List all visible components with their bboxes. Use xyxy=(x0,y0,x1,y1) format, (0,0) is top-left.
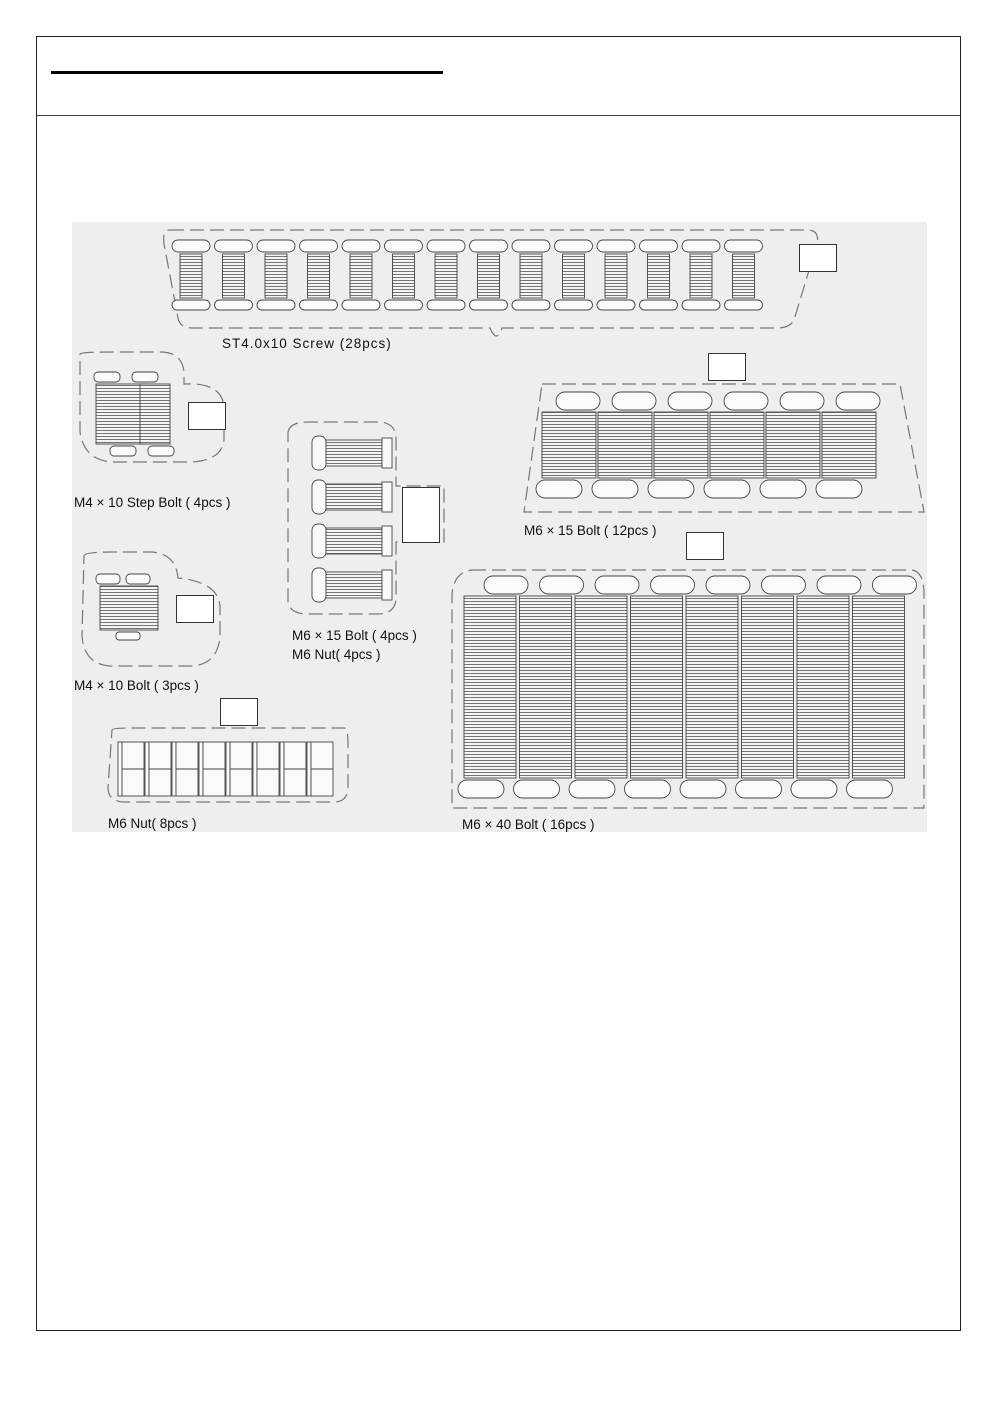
m615-head xyxy=(668,392,712,410)
st4-screw-head xyxy=(555,300,593,310)
m615-shank xyxy=(542,412,596,478)
st4-screw-head xyxy=(300,240,338,252)
m615-shank xyxy=(654,412,708,478)
st4-screw-shank xyxy=(605,254,627,298)
st4-screw-head xyxy=(342,300,380,310)
nut-face xyxy=(199,742,203,796)
st4-screw-head xyxy=(640,300,678,310)
m615-head xyxy=(648,480,694,498)
st4-screw-head xyxy=(597,240,635,252)
st4-tag xyxy=(799,244,837,272)
st4-screw-shank xyxy=(648,254,670,298)
m6x15-set-nut-label: M6 Nut( 4pcs ) xyxy=(292,647,381,662)
m640-head xyxy=(680,780,726,798)
m640-shank xyxy=(575,596,627,778)
m640-shank xyxy=(520,596,572,778)
m640-shank xyxy=(464,596,516,778)
st4-screw-shank xyxy=(435,254,457,298)
m640-shank xyxy=(631,596,683,778)
st4-screw-head xyxy=(512,240,550,252)
m640-shank xyxy=(686,596,738,778)
set-nut xyxy=(382,482,392,512)
set-nut xyxy=(382,526,392,556)
set-bolt-shank xyxy=(326,440,382,466)
nut-face xyxy=(253,742,257,796)
st4-screw-head xyxy=(725,240,763,252)
st4-screw-head xyxy=(385,240,423,252)
st4-screw-head xyxy=(725,300,763,310)
m615-head xyxy=(760,480,806,498)
st4-screw-shank xyxy=(308,254,330,298)
nut-face xyxy=(307,742,311,796)
set-bolt-shank xyxy=(326,572,382,598)
st4-screw-shank xyxy=(393,254,415,298)
st4-screw-shank xyxy=(350,254,372,298)
st4-screw-head xyxy=(215,300,253,310)
set-bolt-head xyxy=(312,524,326,558)
hardware-pack-illustration xyxy=(72,222,927,832)
m640-head xyxy=(706,576,750,594)
m6x15-set-bolt-label: M6 × 15 Bolt ( 4pcs ) xyxy=(292,628,417,643)
m640-head xyxy=(791,780,837,798)
m615-head xyxy=(816,480,862,498)
m615-head xyxy=(556,392,600,410)
st4-screws-group xyxy=(172,240,763,310)
nut-face xyxy=(118,742,122,796)
m615-head xyxy=(536,480,582,498)
st4-screw-head xyxy=(257,240,295,252)
m6x15-12-bolts xyxy=(536,392,880,498)
m640-head xyxy=(484,576,528,594)
set-nut xyxy=(382,438,392,468)
m6x40-bolts xyxy=(458,576,917,798)
m640-shank xyxy=(797,596,849,778)
st4-screw-head xyxy=(427,300,465,310)
title-underline xyxy=(51,71,443,74)
m615-head xyxy=(780,392,824,410)
set-bolt-shank xyxy=(326,528,382,554)
st4-screw-head xyxy=(172,300,210,310)
st4-screw-shank xyxy=(563,254,585,298)
m640-head xyxy=(458,780,504,798)
set-bolt-shank xyxy=(326,484,382,510)
m640-head xyxy=(595,576,639,594)
m640-head xyxy=(625,780,671,798)
m640-head xyxy=(817,576,861,594)
set-bolt-head xyxy=(312,436,326,470)
m6x15-12-label: M6 × 15 Bolt ( 12pcs ) xyxy=(524,523,657,538)
st4-screw-head xyxy=(172,240,210,252)
st4-screw-head xyxy=(427,240,465,252)
st4-screw-head xyxy=(597,300,635,310)
m615-shank xyxy=(822,412,876,478)
st4-screw-head xyxy=(682,300,720,310)
header-band xyxy=(37,37,960,116)
m4-bolts xyxy=(96,574,158,640)
nut-face xyxy=(172,742,176,796)
m6-nut-label: M6 Nut( 8pcs ) xyxy=(108,816,197,831)
st4-screw-shank xyxy=(520,254,542,298)
st4-screw-head xyxy=(555,240,593,252)
m4-step-bolts xyxy=(94,372,174,456)
m4-bolt-tag xyxy=(176,595,214,623)
m640-head xyxy=(736,780,782,798)
m640-shank xyxy=(742,596,794,778)
hardware-drawing xyxy=(72,222,927,832)
st4-screw-label: ST4.0x10 Screw (28pcs) xyxy=(222,336,392,351)
nut-face xyxy=(280,742,284,796)
set-bolt-head xyxy=(312,568,326,602)
set-bolt-head xyxy=(312,480,326,514)
m6x15-12-tag xyxy=(708,353,746,381)
st4-screw-head xyxy=(215,240,253,252)
st4-screw-head xyxy=(342,240,380,252)
st4-screw-head xyxy=(385,300,423,310)
m615-head xyxy=(704,480,750,498)
m6-nut-tag xyxy=(220,698,258,726)
m640-head xyxy=(847,780,893,798)
m640-head xyxy=(569,780,615,798)
m6x15-set-bolts xyxy=(312,436,392,602)
m615-shank xyxy=(710,412,764,478)
st4-screw-head xyxy=(470,300,508,310)
st4-screw-head xyxy=(257,300,295,310)
m6x15-set-tag xyxy=(402,487,440,543)
m640-head xyxy=(514,780,560,798)
nut-face xyxy=(226,742,230,796)
m640-head xyxy=(762,576,806,594)
st4-screw-shank xyxy=(478,254,500,298)
m4-step-tag xyxy=(188,402,226,430)
m640-head xyxy=(873,576,917,594)
m615-head xyxy=(836,392,880,410)
m615-head xyxy=(612,392,656,410)
st4-screw-head xyxy=(470,240,508,252)
m640-shank xyxy=(853,596,905,778)
m6x40-tag xyxy=(686,532,724,560)
st4-screw-head xyxy=(512,300,550,310)
st4-screw-shank xyxy=(690,254,712,298)
m640-head xyxy=(540,576,584,594)
set-nut xyxy=(382,570,392,600)
st4-screw-shank xyxy=(733,254,755,298)
m4-step-bolt-label: M4 × 10 Step Bolt ( 4pcs ) xyxy=(74,495,231,510)
st4-screw-head xyxy=(682,240,720,252)
m615-head xyxy=(724,392,768,410)
st4-screw-shank xyxy=(180,254,202,298)
m615-head xyxy=(592,480,638,498)
m6-nuts xyxy=(118,742,333,796)
st4-screw-shank xyxy=(223,254,245,298)
st4-screw-head xyxy=(300,300,338,310)
st4-screw-shank xyxy=(265,254,287,298)
st4-screw-head xyxy=(640,240,678,252)
m640-head xyxy=(651,576,695,594)
m4-bolt-label: M4 × 10 Bolt ( 3pcs ) xyxy=(74,678,199,693)
nut-face xyxy=(145,742,149,796)
m615-shank xyxy=(598,412,652,478)
m615-shank xyxy=(766,412,820,478)
m6x40-label: M6 × 40 Bolt ( 16pcs ) xyxy=(462,817,595,832)
